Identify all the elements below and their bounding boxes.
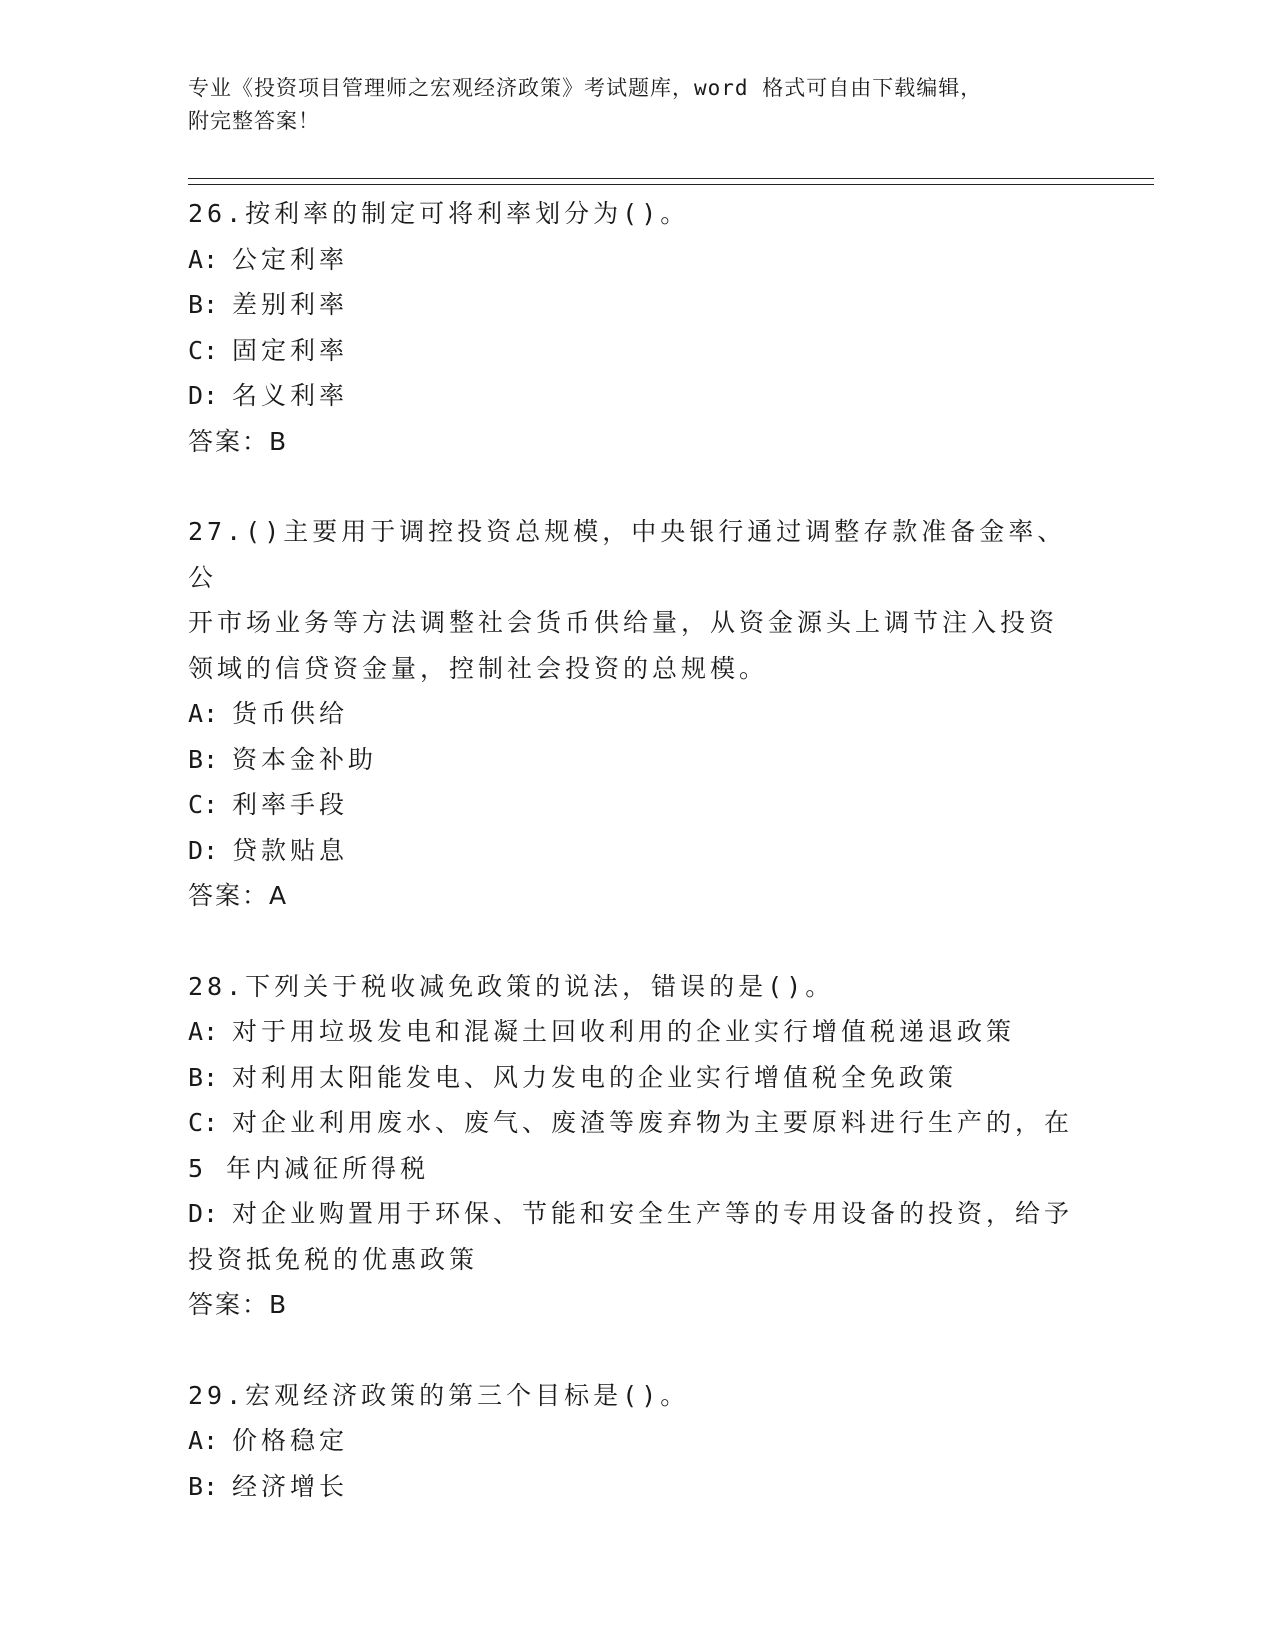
option-text: 对利用太阳能发电、风力发电的企业实行增值税全免政策 [232,1062,958,1092]
header-line-2: 附完整答案！ [188,109,320,133]
option-text: 价格稳定 [232,1426,349,1455]
option-c [188,1100,1088,1146]
option-text: 名义利率 [232,381,349,410]
option-key: B: [188,744,219,774]
option-b [188,1464,1088,1510]
option-text: 公定利率 [232,244,349,274]
option-b [188,737,1088,783]
header-divider-bottom [188,184,1154,185]
question-text: 27.()主要用于调控投资总规模，中央银行通过调整存款准备金率、公 [188,517,1067,592]
option-key: C: [188,335,219,365]
option-key: C: [188,1108,219,1137]
option-text: 货币供给 [232,699,349,728]
option-key: A: [188,1017,219,1046]
question-text: 28.下列关于税收减免政策的说法，错误的是()。 [188,971,835,1001]
answer-label: 答案：B [188,426,289,456]
question-block [188,964,1088,1328]
option-a [188,237,1088,283]
option-a [188,691,1088,737]
option-text: 对于用垃圾发电和混凝土回收利用的企业实行增值税递退政策 [232,1017,1016,1046]
answer-label: 答案：B [188,1290,289,1319]
option-key: D: [188,381,219,410]
option-text: 经济增长 [232,1471,349,1501]
option-text: 对企业利用废水、废气、废渣等废弃物为主要原料进行生产的，在 [232,1108,1074,1137]
header-line-1: 专业《投资项目管理师之宏观经济政策》考试题库，word 格式可自由下载编辑， [188,76,983,100]
option-d [188,828,1088,874]
option-c [188,782,1088,828]
option-d [188,373,1088,419]
option-d [188,1191,1088,1237]
option-key: B: [188,1062,219,1092]
answer-label: 答案：A [188,881,289,910]
option-text: 对企业购置用于环保、节能和安全生产等的专用设备的投资，给予 [232,1199,1074,1228]
option-key: A: [188,699,219,728]
header-divider-top [188,178,1154,179]
option-key: B: [188,290,219,319]
question-text: 领域的信贷资金量，控制社会投资的总规模。 [188,653,769,683]
option-text: 固定利率 [232,335,349,365]
question-text: 26.按利率的制定可将利率划分为()。 [188,199,690,228]
option-b [188,282,1088,328]
option-text: 差别利率 [232,290,349,319]
option-key: A: [188,244,219,274]
option-d: 投资抵免税的优惠政策 [188,1244,479,1274]
question-text: 开市场业务等方法调整社会货币供给量，从资金源头上调节注入投资 [188,608,1059,637]
option-text: 资本金补助 [232,744,378,774]
option-key: C: [188,790,219,819]
option-key: A: [188,1426,219,1455]
question-text: 29.宏观经济政策的第三个目标是()。 [188,1380,690,1410]
question-block [188,191,1088,464]
option-key: B: [188,1471,219,1501]
option-c [188,328,1088,374]
option-text: 贷款贴息 [232,835,349,865]
option-key: D: [188,835,219,865]
option-c: 5 年内减征所得税 [188,1153,430,1183]
option-b [188,1055,1088,1101]
option-a [188,1418,1088,1464]
option-text: 利率手段 [232,790,349,819]
document-header [188,72,1068,138]
question-list [188,191,1088,1554]
question-block [188,1373,1088,1510]
option-key: D: [188,1199,219,1228]
option-a [188,1009,1088,1055]
question-block [188,509,1088,919]
